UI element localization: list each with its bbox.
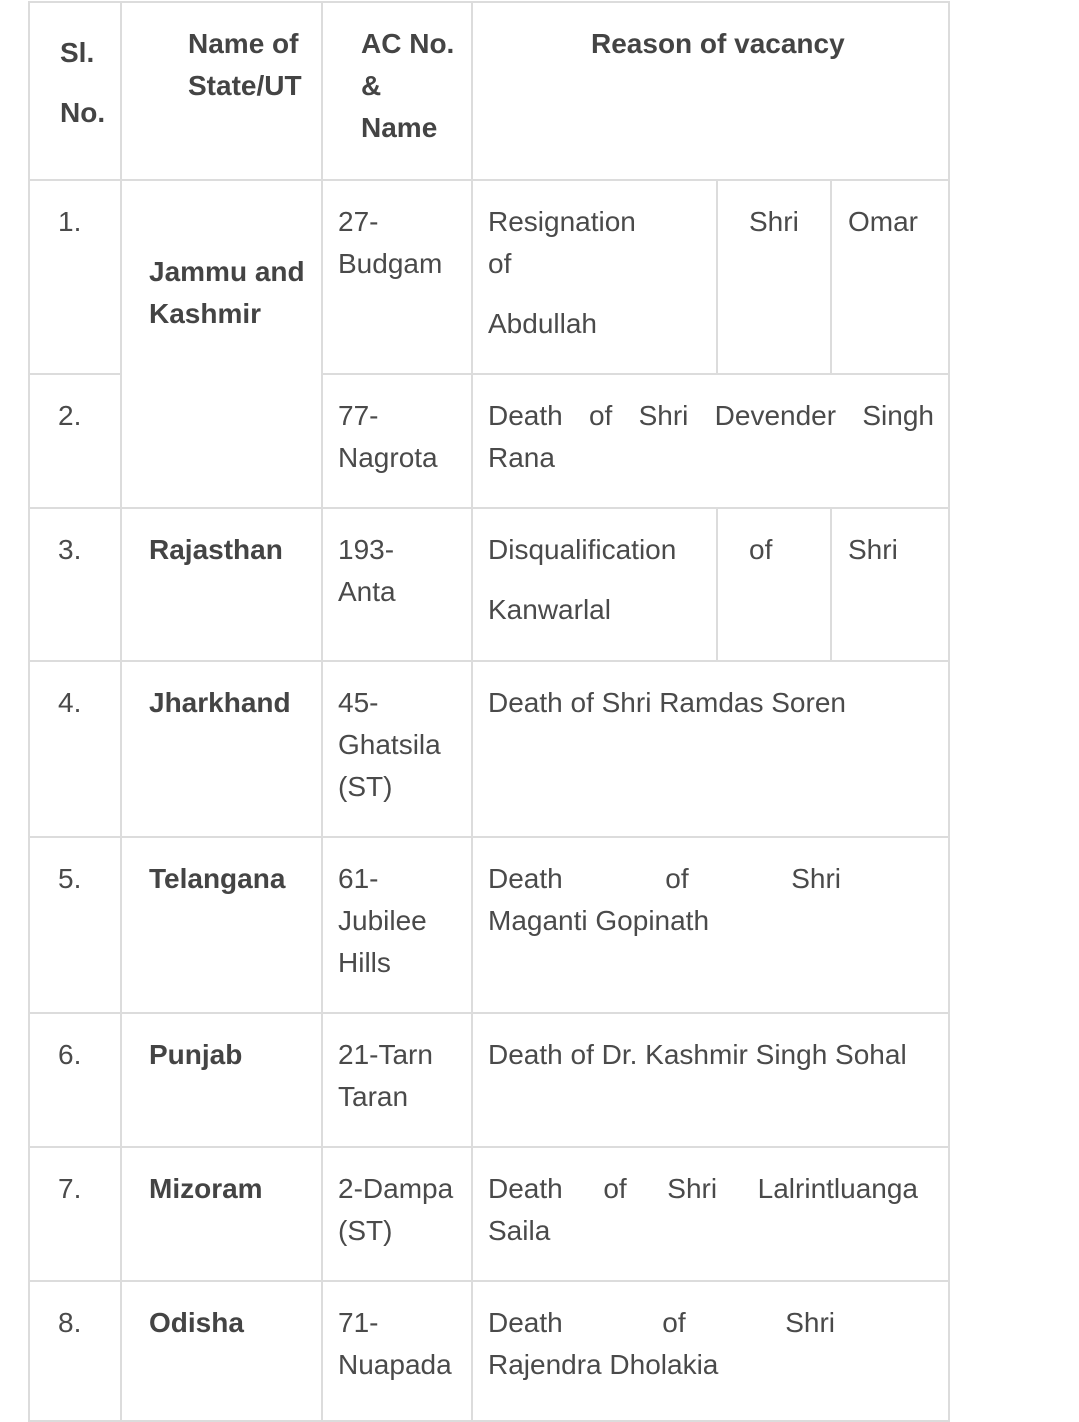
ac-cell: 71-Nuapada [322,1281,472,1421]
reason-cell-part: Shri [717,180,831,374]
ac-cell: 77-Nagrota [322,374,472,508]
reason-continued: Abdullah [488,308,597,339]
reason-cell [472,1147,949,1281]
reason-text: Death of Shri Devender Singh [488,400,934,431]
table-row [29,1013,949,1147]
reason-continued: Saila [488,1215,551,1246]
reason-cell-part: of [717,508,831,661]
reason-cell [472,180,717,374]
header-reason: Reason of vacancy [472,2,949,180]
ac-cell: 21-Tarn Taran [322,1013,472,1147]
sl-no-cell: 2. [29,374,121,508]
reason-cell [472,1281,949,1421]
reason-cell [472,508,717,661]
reason-continued: Maganti Gopinath [488,905,710,936]
header-ac: AC No. & Name [322,2,472,180]
sl-no-cell: 5. [29,837,121,1013]
sl-no-cell: 7. [29,1147,121,1281]
reason-continued: Rajendra Dholakia [488,1349,719,1380]
reason-cell-part: Omar [831,180,949,374]
reason-continued: Rana [488,442,555,473]
ac-cell: 193-Anta [322,508,472,661]
reason-cell [472,837,949,1013]
reason-cell: Death of Dr. Kashmir Singh Sohal [472,1013,949,1147]
vacancy-table [28,1,950,1422]
state-cell: Mizoram [121,1147,322,1281]
reason-cell [472,374,949,508]
sl-no-cell: 4. [29,661,121,837]
table-row [29,508,949,661]
bye-election-table-wrapper [28,1,948,1422]
table-row [29,180,949,374]
sl-no-cell: 6. [29,1013,121,1147]
table-header-row [29,2,949,180]
state-cell: Odisha [121,1281,322,1421]
sl-no-cell: 3. [29,508,121,661]
reason-text: Death of Shri Lalrintluanga [488,1173,918,1204]
reason-cell: Death of Shri Ramdas Soren [472,661,949,837]
state-cell: Telangana [121,837,322,1013]
ac-cell: 27-Budgam [322,180,472,374]
header-sl-no: Sl. No. [29,2,121,180]
table-row [29,1281,949,1421]
state-cell: Punjab [121,1013,322,1147]
ac-cell: 2-Dampa (ST) [322,1147,472,1281]
sl-no-cell: 8. [29,1281,121,1421]
reason-text: Disqualification [488,534,677,565]
header-state: Name of State/UT [121,2,322,180]
ac-cell: 45-Ghatsila (ST) [322,661,472,837]
reason-text: Death of Shri [488,863,841,894]
table-row [29,837,949,1013]
ac-cell: 61-Jubilee Hills [322,837,472,1013]
table-row [29,1147,949,1281]
sl-no-cell: 1. [29,180,121,374]
state-cell: Jammu and Kashmir [121,180,322,508]
reason-text: Resignation of [488,206,636,279]
reason-text: Death of Shri [488,1307,835,1338]
table-row [29,661,949,837]
state-cell: Jharkhand [121,661,322,837]
reason-cell-part: Shri [831,508,949,661]
state-cell: Rajasthan [121,508,322,661]
reason-continued: Kanwarlal [488,594,611,625]
